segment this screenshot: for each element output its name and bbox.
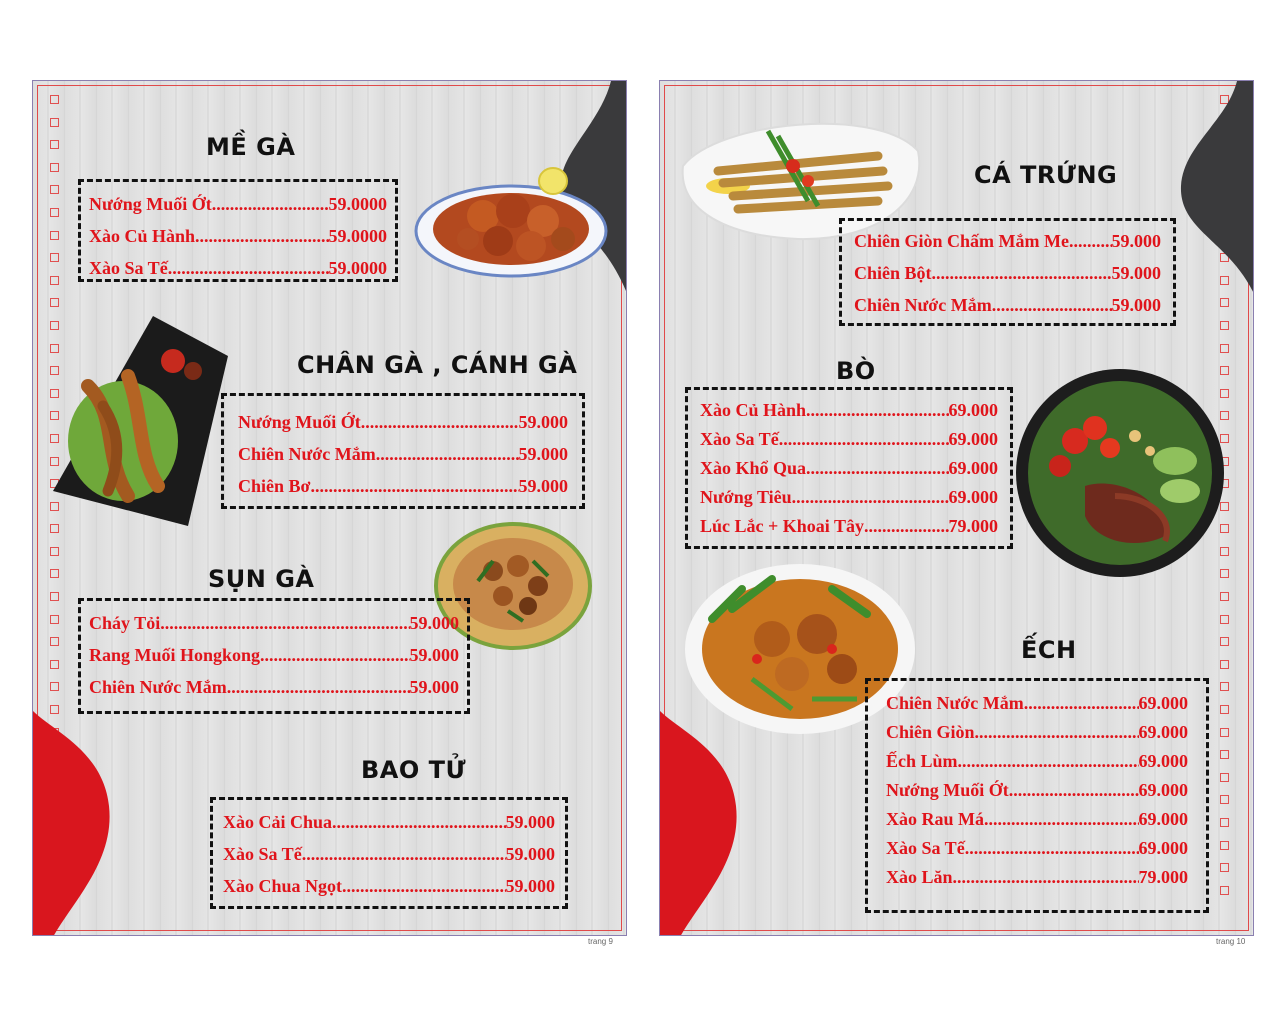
menu-item <box>223 806 555 838</box>
menu-item-price: 59.000 <box>1111 231 1161 251</box>
border-square <box>1220 886 1229 895</box>
dot-leader <box>361 406 519 438</box>
dot-leader <box>806 454 948 483</box>
menu-item <box>886 805 1188 834</box>
menu-item-name: Xào Củ Hành <box>89 226 196 246</box>
menu-item <box>854 225 1161 257</box>
dot-leader <box>953 863 1139 892</box>
border-square <box>1220 818 1229 827</box>
border-square <box>50 231 59 240</box>
border-square <box>50 253 59 262</box>
menu-box-bo <box>685 387 1013 549</box>
dot-leader <box>310 470 518 502</box>
border-square <box>50 163 59 172</box>
menu-item-price: 69.000 <box>948 458 998 478</box>
section-title-chan-ga-canh-ga: CHÂN GÀ , CÁNH GÀ <box>297 351 578 379</box>
menu-item-name: Chiên Giòn Chấm Mắm Me <box>854 231 1069 251</box>
menu-item <box>89 671 459 703</box>
menu-item-price: 69.000 <box>1138 751 1188 771</box>
menu-item <box>886 689 1188 718</box>
red-wave-decoration <box>33 711 123 936</box>
section-title-sun-ga: SỤN GÀ <box>208 565 315 593</box>
border-square <box>50 682 59 691</box>
menu-item-price: 59.000 <box>505 876 555 896</box>
menu-item-name: Rang Muối Hongkong <box>89 645 261 665</box>
dot-leader <box>195 220 328 252</box>
menu-item-price: 59.000 <box>518 412 568 432</box>
menu-item-name: Chiên Nước Mắm <box>238 444 376 464</box>
page-number-9: trang 9 <box>588 937 613 946</box>
dot-leader <box>932 257 1112 289</box>
menu-page-9 <box>32 80 627 936</box>
border-square <box>1220 592 1229 601</box>
menu-item-name: Nướng Tiêu <box>700 487 792 507</box>
chicken-feet-dish-image <box>48 316 228 526</box>
dot-leader <box>864 512 949 541</box>
menu-item-name: Xào Sa Tế <box>700 429 779 449</box>
border-square <box>50 185 59 194</box>
border-square <box>1220 795 1229 804</box>
border-square <box>1220 728 1229 737</box>
menu-item-name: Chiên Nước Mắm <box>89 677 227 697</box>
dot-leader <box>975 718 1139 747</box>
page-number-10: trang 10 <box>1216 937 1246 946</box>
border-square <box>50 208 59 217</box>
menu-item-name: Xào Sa Tế <box>223 844 302 864</box>
beef-salad-dish-image <box>1015 366 1225 581</box>
dot-leader <box>160 607 409 639</box>
dot-leader <box>806 396 948 425</box>
dot-leader <box>992 289 1112 321</box>
menu-item-name: Chiên Giòn <box>886 722 975 742</box>
menu-item <box>886 718 1188 747</box>
border-square <box>50 615 59 624</box>
border-square <box>1220 344 1229 353</box>
menu-item-price: 69.000 <box>1138 838 1188 858</box>
menu-item <box>700 512 998 541</box>
dot-leader <box>958 747 1139 776</box>
border-square <box>50 637 59 646</box>
menu-item-name: Xào Sa Tế <box>886 838 965 858</box>
border-square <box>1220 660 1229 669</box>
menu-item-name: Nướng Muối Ớt <box>238 412 361 432</box>
border-square <box>1220 773 1229 782</box>
menu-item <box>238 438 568 470</box>
border-square <box>1220 863 1229 872</box>
menu-item <box>886 747 1188 776</box>
menu-item-name: Lúc Lắc + Khoai Tây <box>700 516 864 536</box>
border-square <box>50 660 59 669</box>
menu-box-ech <box>865 678 1209 913</box>
menu-item <box>238 406 568 438</box>
border-square <box>50 95 59 104</box>
section-title-bao-tu: BAO TỬ <box>361 756 467 784</box>
section-title-me-ga: MỀ GÀ <box>206 133 296 161</box>
border-square <box>50 276 59 285</box>
menu-item <box>223 870 555 902</box>
menu-item-name: Chiên Bột <box>854 263 932 283</box>
menu-item-name: Nướng Muối Ớt <box>886 780 1009 800</box>
menu-item-name: Chiên Bơ <box>238 476 311 496</box>
section-title-ca-trung: CÁ TRỨNG <box>974 161 1118 189</box>
border-square <box>50 592 59 601</box>
menu-item-price: 59.000 <box>505 812 555 832</box>
menu-item-price: 69.000 <box>948 487 998 507</box>
menu-item-name: Xào Chua Ngọt <box>223 876 343 896</box>
dot-leader <box>1024 689 1139 718</box>
menu-item-price: 69.000 <box>1138 780 1188 800</box>
border-square <box>1220 615 1229 624</box>
fried-gizzard-dish-image <box>413 161 608 281</box>
menu-item <box>854 289 1161 321</box>
menu-item <box>89 639 459 671</box>
menu-item-price: 69.000 <box>948 400 998 420</box>
section-title-ech: ẾCH <box>1021 636 1077 664</box>
menu-item-price: 59.000 <box>1111 295 1161 315</box>
menu-item-price: 79.000 <box>948 516 998 536</box>
menu-item-name: Xào Khổ Qua <box>700 458 807 478</box>
border-square <box>50 140 59 149</box>
menu-item-name: Xào Lăn <box>886 867 953 887</box>
dot-leader <box>302 838 506 870</box>
menu-box-ca-trung <box>839 218 1176 326</box>
border-square <box>1220 682 1229 691</box>
dot-leader <box>342 870 505 902</box>
dot-leader <box>984 805 1139 834</box>
dot-leader <box>260 639 409 671</box>
border-square <box>50 569 59 578</box>
dot-leader <box>332 806 505 838</box>
menu-item-name: Ếch Lùm <box>886 751 958 771</box>
menu-item-price: 59.000 <box>518 476 568 496</box>
menu-item-name: Xào Cải Chua <box>223 812 333 832</box>
menu-item <box>886 834 1188 863</box>
menu-item <box>854 257 1161 289</box>
menu-item-price: 59.0000 <box>328 194 387 214</box>
menu-item-name: Cháy Tỏi <box>89 613 161 633</box>
border-square <box>50 298 59 307</box>
border-square <box>1220 841 1229 850</box>
menu-item-price: 59.0000 <box>328 258 387 278</box>
menu-item <box>223 838 555 870</box>
border-square <box>50 547 59 556</box>
menu-item-price: 79.000 <box>1138 867 1188 887</box>
dot-leader <box>965 834 1139 863</box>
dot-leader <box>779 425 949 454</box>
section-title-bo: BÒ <box>836 357 876 385</box>
menu-item <box>700 454 998 483</box>
menu-item-name: Chiên Nước Mắm <box>854 295 992 315</box>
menu-item-name: Xào Rau Má <box>886 809 984 829</box>
menu-item-name: Xào Củ Hành <box>700 400 807 420</box>
menu-item <box>89 252 387 284</box>
border-square <box>1220 321 1229 330</box>
dot-leader <box>1069 225 1112 257</box>
menu-item-price: 69.000 <box>948 429 998 449</box>
red-wave-decoration <box>660 711 750 936</box>
menu-item <box>89 220 387 252</box>
border-square <box>1220 705 1229 714</box>
menu-item-price: 59.000 <box>409 677 459 697</box>
menu-item <box>238 470 568 502</box>
menu-item <box>700 425 998 454</box>
menu-item-price: 59.0000 <box>328 226 387 246</box>
menu-page-10 <box>659 80 1254 936</box>
menu-item <box>886 776 1188 805</box>
menu-box-chan-ga <box>221 393 585 509</box>
dot-leader <box>1009 776 1139 805</box>
menu-item <box>700 483 998 512</box>
menu-item-price: 59.000 <box>1111 263 1161 283</box>
menu-box-sun-ga <box>78 598 470 714</box>
menu-item-price: 69.000 <box>1138 693 1188 713</box>
dot-leader <box>168 252 329 284</box>
menu-item-price: 59.000 <box>409 613 459 633</box>
menu-box-me-ga <box>78 179 398 282</box>
menu-item <box>886 863 1188 892</box>
menu-item-price: 59.000 <box>518 444 568 464</box>
menu-item-price: 69.000 <box>1138 722 1188 742</box>
menu-item-price: 59.000 <box>505 844 555 864</box>
menu-item-price: 69.000 <box>1138 809 1188 829</box>
border-square <box>1220 637 1229 646</box>
menu-box-bao-tu <box>210 797 568 909</box>
dot-leader <box>212 188 329 220</box>
border-square <box>1220 750 1229 759</box>
menu-item-name: Xào Sa Tế <box>89 258 168 278</box>
border-square <box>50 118 59 127</box>
dark-wave-decoration <box>1175 81 1254 301</box>
menu-item-name: Nướng Muối Ớt <box>89 194 212 214</box>
menu-item-name: Chiên Nước Mắm <box>886 693 1024 713</box>
dot-leader <box>792 483 949 512</box>
menu-item <box>89 607 459 639</box>
menu-item-price: 59.000 <box>409 645 459 665</box>
menu-item <box>89 188 387 220</box>
menu-item <box>700 396 998 425</box>
dot-leader <box>376 438 519 470</box>
dot-leader <box>227 671 410 703</box>
